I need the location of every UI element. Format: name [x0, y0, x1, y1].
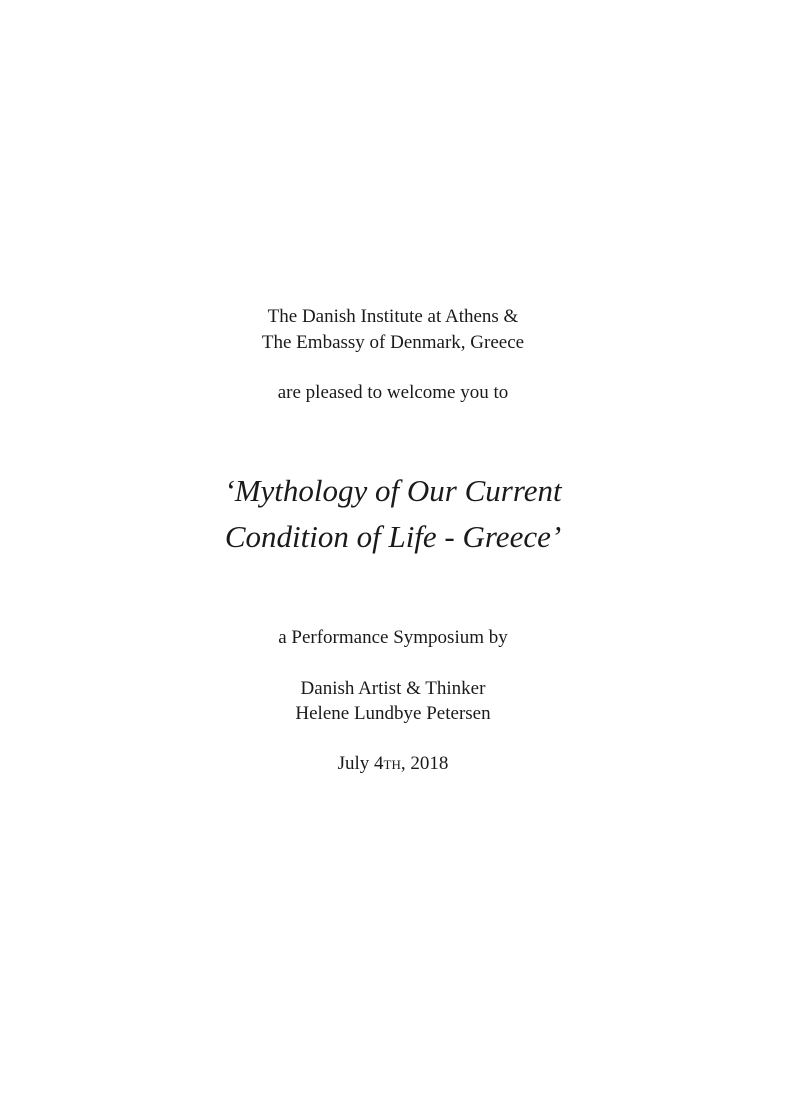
- host-line-1: The Danish Institute at Athens &: [267, 306, 519, 327]
- event-title-line-1: ‘Mythology of Our Current: [224, 473, 562, 508]
- artist-name: Helene Lundbye Petersen: [295, 703, 491, 724]
- artist-title: Danish Artist & Thinker: [300, 678, 486, 699]
- event-subtitle: a Performance Symposium by: [278, 627, 508, 648]
- event-date: [0, 751, 786, 777]
- date-month-day: July 4: [337, 753, 384, 774]
- welcome-text: are pleased to welcome you to: [277, 382, 509, 403]
- date-suffix: th: [383, 753, 401, 774]
- event-title-line-2: Condition of Life - Greece’: [224, 519, 562, 554]
- date-year: , 2018: [400, 753, 449, 774]
- host-line-2: The Embassy of Denmark, Greece: [261, 332, 525, 353]
